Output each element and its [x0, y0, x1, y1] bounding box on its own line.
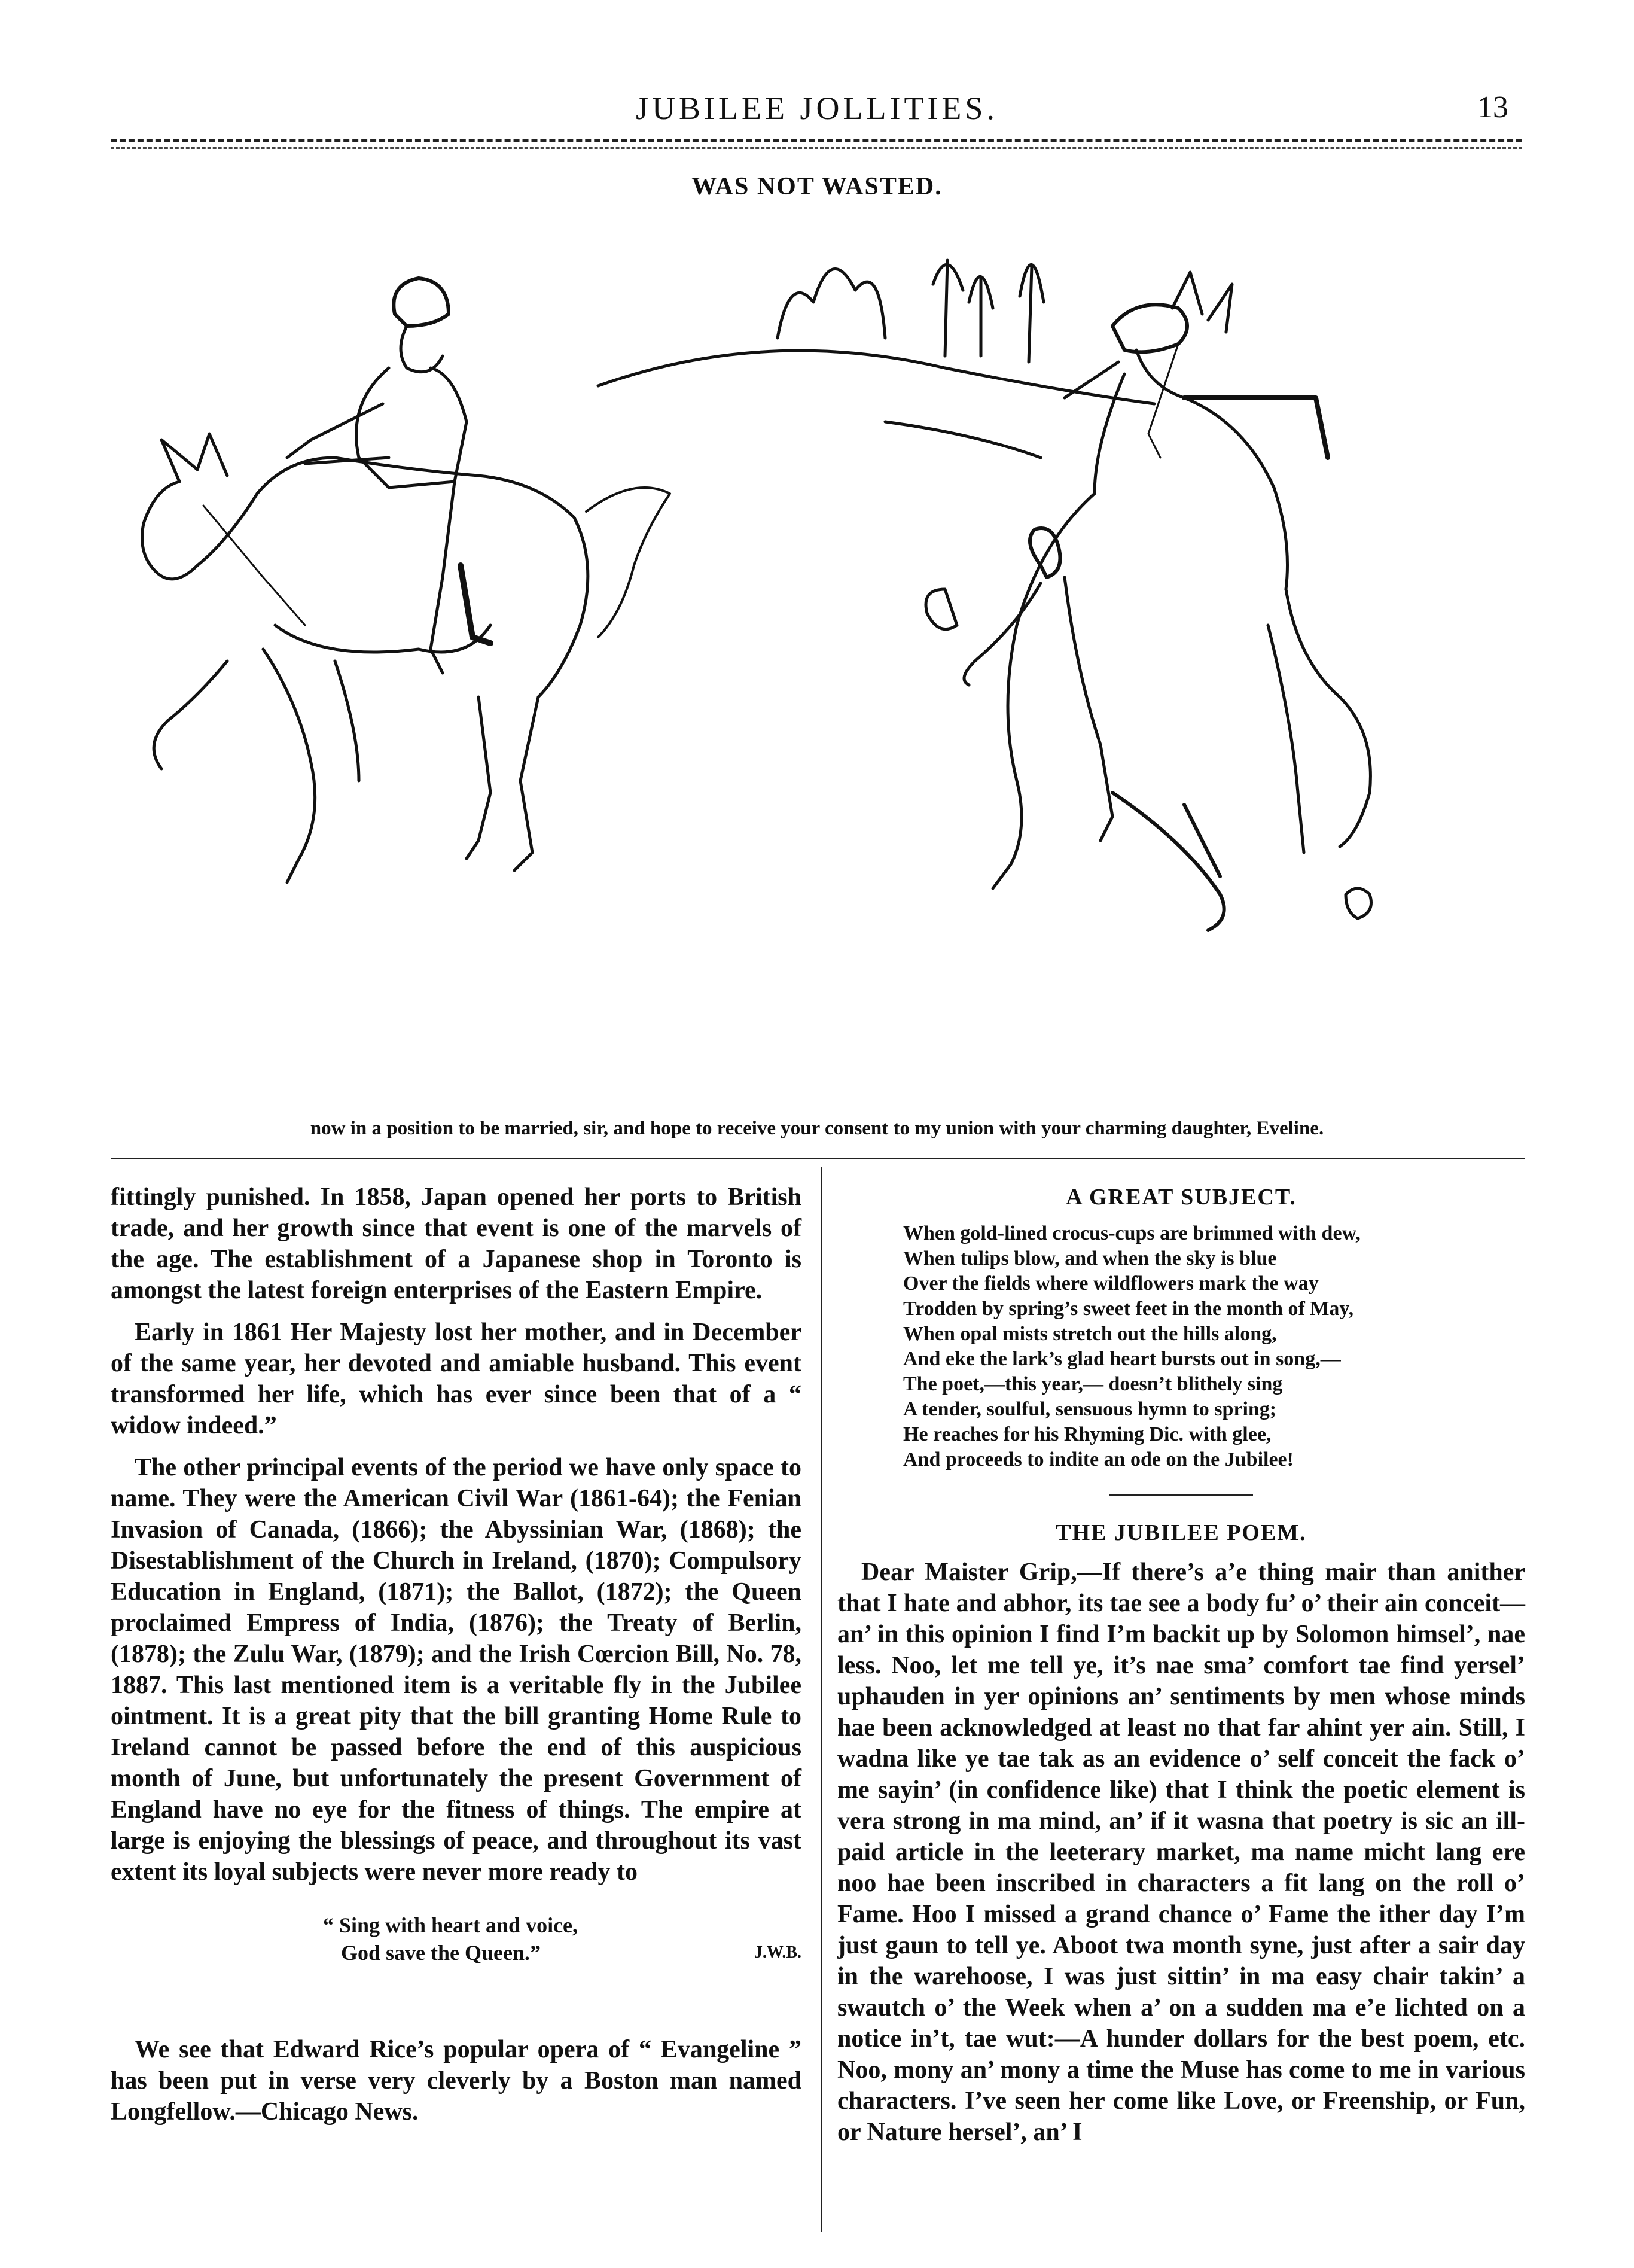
column-divider [821, 1167, 822, 2232]
poem-line: He reaches for his Rhyming Dic. with glee, [903, 1423, 1272, 1445]
poem-line: Trodden by spring’s sweet feet in the month of May, [903, 1298, 1354, 1320]
section-rule [1109, 1494, 1253, 1496]
poem-line: Over the fields where wildflowers mark the way [903, 1272, 1319, 1295]
left-horse-rider [142, 278, 670, 882]
paragraph-events: The other principal events of the period we have only space to name. They were the American Civil War (1861-64); the Fenian Invasion of Canada, (1866); the Abyssinian War, (1868); the Disestablishment of the Church in Ireland, (1870); Compulsory Education in England, (1871); the Ballot, (1872); the Queen proclaimed Empress of India, (1876); the Treaty of Berlin, (1878); the Zulu War, (1879); and the Irish Cœrcion Bill, No. 78, 1887. This last mentioned item is a veritable fly in the Jubilee ointment. It is a great pity that the bill granting Home Rule to Ireland cannot be passed before the end of this auspicious month of June, but unfortunately the present Government of England have no eye for the fitness of things. The empire at large is enjoying the blessings of peace, and throughout its vast extent its loyal subjects were never more ready to [111, 1454, 801, 1886]
header-rule-secondary [111, 147, 1522, 149]
cartoon-caption: now in a position to be married, sir, and hope to receive your consent to my union with your charming daughter, Eveline. [310, 1118, 1324, 1139]
header-rule [111, 139, 1522, 142]
left-column [111, 1182, 801, 2138]
poem-line: When tulips blow, and when the sky is blue [903, 1247, 1277, 1270]
poem-line: And eke the lark’s glad heart bursts out in song,— [903, 1348, 1341, 1370]
cartoon-title: WAS NOT WASTED. [691, 173, 943, 200]
poem [903, 1221, 1525, 1472]
quotation [323, 1911, 801, 1966]
right-column [837, 1182, 1525, 2159]
paragraph-japan: fittingly punished. In 1858, Japan opened her ports to British trade, and her growth since that event is one of the marvels of the age. The establishment of a Japanese shop in Toronto is amongst the latest foreign enterprises of the Eastern Empire. [111, 1183, 801, 1304]
running-head [0, 90, 1634, 132]
quote-line-1: “ Sing with heart and voice, [323, 1913, 578, 1937]
caption-rule [111, 1158, 1525, 1159]
section-title-jubilee-poem: THE JUBILEE POEM. [1056, 1520, 1307, 1545]
cartoon-illustration [108, 206, 1525, 1104]
hill-background [598, 260, 1154, 458]
poem-line: When opal mists stretch out the hills along, [903, 1323, 1277, 1345]
poem-line: A tender, soulful, sensuous hymn to spring; [903, 1398, 1277, 1420]
page-number: 13 [1477, 90, 1508, 124]
signature: J.W.B. [754, 1943, 801, 1962]
quote-line-2: God save the Queen.” [341, 1941, 541, 1965]
right-horse-man [926, 272, 1371, 930]
paragraph-widow: Early in 1861 Her Majesty lost her mother, and in December of the same year, her devoted and amiable husband. This event transformed her life, which has ever since been that of a “ widow indeed.” [111, 1319, 801, 1439]
poem-line: And proceeds to indite an ode on the Jubilee! [903, 1448, 1294, 1471]
poem-line: The poet,—this year,— doesn’t blithely sing [903, 1373, 1283, 1395]
running-title: JUBILEE JOLLITIES. [636, 90, 998, 126]
paragraph-letter: Dear Maister Grip,—If there’s a’e thing mair than anither that I hate and abhor, its tae see a body fu’ o’ their ain conceit—an’ in this opinion I find I’m backit up by Solomon himsel’, nae less. Noo, let me tell ye, it’s nae sma’ comfort tae find yersel’ uphauden in yer opinions an’ sentiments by men whose minds hae been acknowledged at least no that far ahint yer ain. Still, I wadna like ye tae tak as an evidence o’ self conceit the fack o’ me sayin’ (in confidence like) that I think the poetic element is vera strong in ma mind, an’ if it wasna that poetry is sic an ill-paid article in the leeterary market, ma name micht lang ere noo hae been inscribed in characters a fit lang on the roll o’ Fame. Hoo I missed a grand chance o’ Fame the ither day I’m just gaun to tell ye. Aboot twa month syne, just after a sair day in the warehoose, I was just sittin’ in ma easy chair takin’ a swautch o’ the Week when a’ on a sudden ma e’e lichted on a notice in’t, tae wut:—A hunder dollars for the best poem, etc. Noo, mony an’ mony a time the Muse has come to me in various characters. I’ve seen her come like Love, or Freenship, or Fun, or Nature hersel’, an’ I [837, 1558, 1525, 2146]
poem-line: When gold-lined crocus-cups are brimmed with dew, [903, 1222, 1361, 1244]
paragraph-evangeline: We see that Edward Rice’s popular opera of “ Evangeline ” has been put in verse very cleverly by a Boston man named Longfellow.—Chicago News. [111, 2036, 801, 2126]
section-title-great-subject: A GREAT SUBJECT. [1066, 1185, 1297, 1210]
